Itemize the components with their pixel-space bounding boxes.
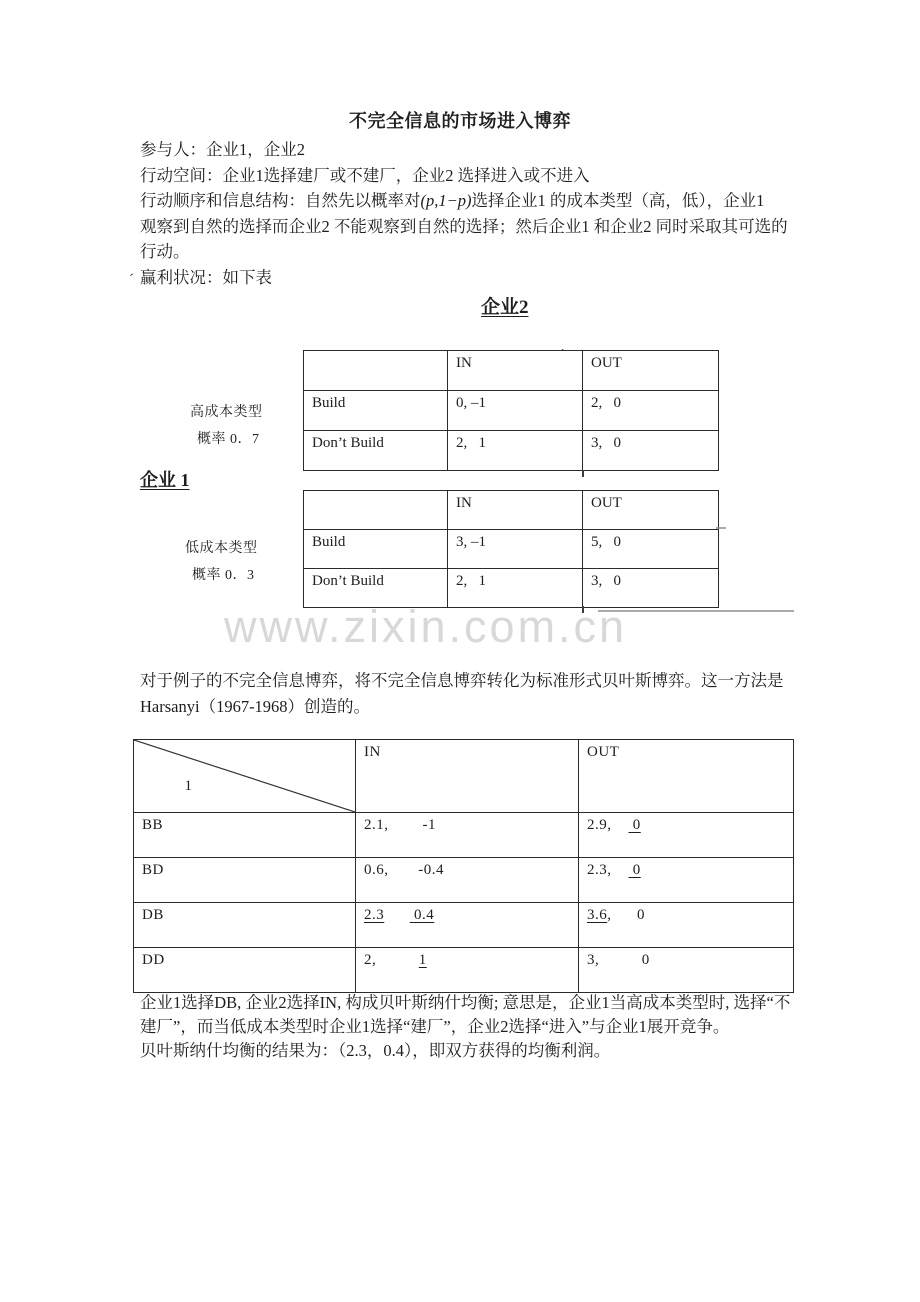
in-cell: 2.3 0.4 (356, 903, 579, 948)
divider-stub-high-table (582, 470, 584, 477)
out-cell: 2, 0 (583, 391, 719, 431)
out-cell: 3, 0 (579, 948, 794, 993)
row-label-cell: DB (134, 903, 356, 948)
header-cell-in: IN (448, 351, 583, 391)
row-label-cell: Don’t Build (304, 431, 448, 471)
empty-corner-cell (304, 351, 448, 391)
table-row (304, 530, 719, 569)
header-cell-out: OUT (579, 740, 794, 813)
stray-mark: ´ (129, 272, 134, 288)
out-cell: 5, 0 (583, 530, 719, 569)
harsanyi-line-1: 对于例子的不完全信息博弈，将不完全信息博弈转化为标准形式贝叶斯博弈。这一方法是 (140, 671, 784, 690)
intro-line-action: 行动。 (140, 242, 190, 262)
table-row (134, 903, 794, 948)
intro-line-order: 行动顺序和信息结构：自然先以概率对(p,1−p)选择企业1 的成本类型（高，低），企业1 (140, 191, 765, 211)
high-cost-prob-label: 概率 0．7 (197, 432, 260, 447)
out-cell: 3, 0 (583, 431, 719, 471)
out-cell: 3.6, 0 (579, 903, 794, 948)
in-cell: 2.1, -1 (356, 813, 579, 858)
row-label-cell: Build (304, 530, 448, 569)
in-cell: 2, 1 (448, 431, 583, 471)
in-cell: 0, –1 (448, 391, 583, 431)
harsanyi-line-2: Harsanyi（1967-1968）创造的。 (140, 696, 371, 716)
header-cell-out: OUT (583, 491, 719, 530)
table-row (134, 948, 794, 993)
scan-line-bottom (598, 610, 794, 612)
table-row (304, 431, 719, 471)
table-row (134, 813, 794, 858)
in-cell: 2, 1 (356, 948, 579, 993)
out-cell: 2.9, 0 (579, 813, 794, 858)
scan-line-overhang (716, 527, 726, 529)
player2-heading: 企业2 (481, 297, 529, 318)
intro-line-action-space: 行动空间：企业1选择建厂或不建厂，企业2 选择进入或不进入 (140, 165, 590, 185)
row-label-cell: BD (134, 858, 356, 903)
out-cell: 3, 0 (583, 569, 719, 608)
probability-expression: (p,1−p) (420, 191, 472, 211)
conclusion-line-1: 企业1选择DB, 企业2选择IN, 构成贝叶斯纳什均衡; 意思是，企业1当高成本类型时, 选择“不 (140, 993, 791, 1012)
low-cost-prob-label: 概率 0．3 (192, 568, 255, 583)
table-row (134, 858, 794, 903)
row-label-cell: Don’t Build (304, 569, 448, 608)
payoff-table-low-cost (303, 490, 719, 608)
conclusion-paragraph (140, 991, 790, 1064)
in-cell: 0.6, -0.4 (356, 858, 579, 903)
page-title: 不完全信息的市场进入博弈 (349, 111, 571, 131)
row-label-cell: Build (304, 391, 448, 431)
conclusion-line-2: 建厂”，而当低成本类型时企业1选择“建厂”，企业2选择“进入”与企业1展开竞争。 (140, 1017, 730, 1037)
intro-paragraph (140, 137, 788, 291)
in-cell: 2, 1 (448, 569, 583, 608)
low-cost-type-label: 低成本类型 (185, 541, 258, 556)
payoff-table-high-cost (303, 350, 719, 471)
harsanyi-paragraph (140, 668, 784, 719)
in-cell: 3, –1 (448, 530, 583, 569)
bayes-payoff-table (133, 739, 794, 993)
row-label-cell: DD (134, 948, 356, 993)
out-cell: 2.3, 0 (579, 858, 794, 903)
diagonal-line (134, 740, 355, 812)
header-cell-in: IN (356, 740, 579, 813)
scan-tick-mark: ´ (560, 346, 565, 361)
table-row (304, 391, 719, 431)
table-header-row (134, 740, 794, 813)
intro-line-players: 参与人：企业1，企业2 (140, 140, 305, 159)
player1-heading: 企业 1 (140, 470, 190, 490)
empty-corner-cell (304, 491, 448, 530)
table-header-row (304, 491, 719, 530)
row-label-cell: BB (134, 813, 356, 858)
diagonal-corner-cell (134, 740, 356, 813)
intro-line-payoff: 赢利状况：如下表 (140, 267, 272, 287)
corner-player-label: 1 (184, 778, 193, 794)
header-cell-out: OUT (583, 351, 719, 391)
intro-line-observe: 观察到自然的选择而企业2 不能观察到自然的选择；然后企业1 和企业2 同时采取其可选的 (140, 216, 788, 236)
high-cost-type-label: 高成本类型 (190, 405, 263, 420)
conclusion-line-3: 贝叶斯纳什均衡的结果为：（2.3，0.4），即双方获得的均衡利润。 (140, 1041, 611, 1061)
header-cell-in: IN (448, 491, 583, 530)
watermark-text: www.zixin.com.cn (224, 601, 628, 652)
table-header-row (304, 351, 719, 391)
